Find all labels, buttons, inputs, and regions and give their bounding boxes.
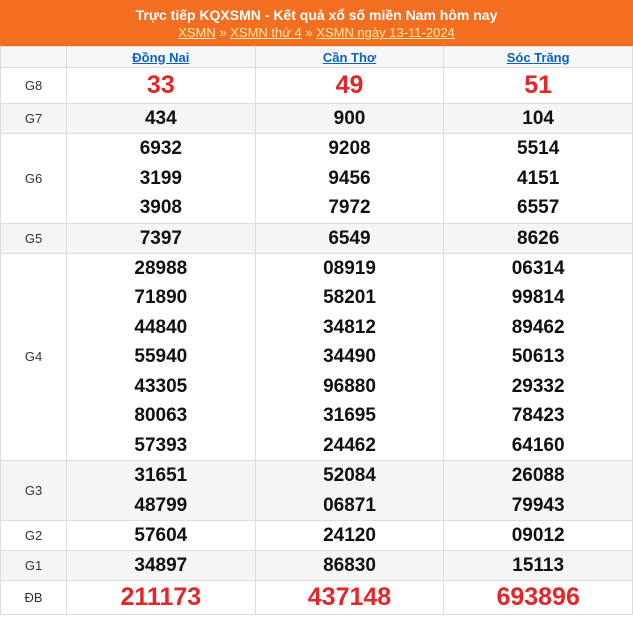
prize-number: 434	[144, 108, 177, 129]
prize-number: 51	[524, 71, 553, 99]
province-link-soc-trang[interactable]: Sóc Trăng	[506, 49, 570, 65]
table-header-row	[1, 47, 633, 68]
prize-number: 15113	[512, 555, 565, 576]
prize-cell	[444, 223, 633, 253]
prize-cell	[67, 134, 256, 224]
prize-number: 26088	[511, 465, 565, 486]
prize-number: 55940	[134, 346, 188, 367]
prize-number: 28988	[134, 257, 188, 279]
prize-number: 29332	[511, 375, 565, 397]
prize-number: 52084	[323, 465, 376, 486]
prize-number: 79943	[511, 494, 565, 516]
prize-number: 50613	[511, 346, 565, 367]
prize-number: 7397	[139, 227, 182, 249]
results-table	[0, 46, 633, 615]
prize-label: G6	[1, 134, 67, 224]
province-link-can-tho[interactable]: Cần Thơ	[322, 49, 377, 65]
prize-label: G8	[1, 68, 67, 104]
prize-number: 64160	[511, 434, 565, 456]
prize-number: 48799	[134, 494, 188, 516]
prize-cell	[67, 521, 256, 551]
prize-number: 44840	[134, 316, 188, 338]
prize-cell	[255, 223, 444, 253]
prize-cell	[444, 521, 633, 551]
prize-number: 86830	[323, 555, 376, 576]
page-title: Trực tiếp KQXSMN - Kết quả xổ số miền Nam hôm nay	[135, 7, 498, 23]
prize-cell	[255, 104, 444, 134]
prize-row-g2	[1, 521, 633, 551]
prize-number: 9208	[328, 138, 371, 159]
prize-label: G1	[1, 551, 67, 581]
header-prize-col	[1, 47, 67, 68]
prize-cell	[444, 134, 633, 224]
prize-number: 24120	[323, 525, 376, 546]
prize-cell	[67, 68, 256, 104]
prize-number: 49	[335, 71, 364, 99]
prize-row-g5	[1, 223, 633, 253]
prize-number: 34897	[134, 555, 188, 576]
prize-number: 34812	[323, 316, 376, 338]
prize-cell	[67, 223, 256, 253]
prize-number: 24462	[323, 434, 376, 456]
prize-number: 8626	[517, 227, 560, 249]
prize-label: G7	[1, 104, 67, 134]
prize-row-g1	[1, 551, 633, 581]
prize-number: 06314	[511, 257, 565, 279]
prize-row-db	[1, 581, 633, 615]
prize-number: 80063	[134, 405, 188, 426]
prize-cell	[255, 581, 444, 615]
prize-number: 34490	[323, 346, 376, 367]
prize-number: 71890	[134, 287, 188, 308]
prize-number: 06871	[323, 494, 376, 516]
prize-label: G5	[1, 223, 67, 253]
prize-number: 693896	[496, 583, 580, 611]
prize-row-g6	[1, 134, 633, 224]
prize-cell	[444, 68, 633, 104]
prize-label: ĐB	[1, 581, 67, 615]
prize-cell	[255, 551, 444, 581]
prize-cell	[67, 104, 256, 134]
prize-number: 57604	[134, 525, 188, 546]
prize-number: 5514	[517, 138, 560, 159]
prize-number: 89462	[511, 316, 565, 338]
prize-number: 6932	[139, 138, 182, 159]
prize-number: 78423	[511, 405, 565, 426]
prize-cell	[255, 461, 444, 521]
prize-number: 900	[333, 108, 366, 129]
prize-cell	[444, 461, 633, 521]
prize-number: 7972	[328, 197, 371, 218]
prize-number: 6557	[517, 197, 560, 218]
prize-cell	[67, 253, 256, 461]
page-header	[0, 0, 633, 46]
prize-cell	[67, 551, 256, 581]
prize-cell	[444, 551, 633, 581]
prize-number: 9456	[328, 167, 371, 189]
prize-row-g7	[1, 104, 633, 134]
province-header-soc-trang	[444, 47, 633, 68]
province-header-can-tho	[255, 47, 444, 68]
prize-cell	[255, 68, 444, 104]
prize-number: 31695	[323, 405, 376, 426]
breadcrumb-xsmn-date[interactable]: XSMN ngày 13-11-2024	[316, 25, 455, 40]
prize-number: 6549	[328, 227, 371, 249]
prize-number: 3908	[139, 197, 182, 218]
prize-number: 57393	[134, 434, 188, 456]
prize-number: 3199	[139, 167, 182, 189]
breadcrumb	[0, 25, 633, 40]
prize-number: 96880	[323, 375, 376, 397]
prize-cell	[444, 581, 633, 615]
prize-cell	[444, 253, 633, 461]
prize-cell	[67, 461, 256, 521]
prize-number: 43305	[134, 375, 188, 397]
prize-number: 437148	[307, 583, 392, 611]
prize-number: 104	[522, 108, 554, 129]
prize-label: G3	[1, 461, 67, 521]
prize-number: 33	[146, 71, 175, 99]
prize-number: 08919	[323, 257, 376, 279]
prize-row-g8	[1, 68, 633, 104]
prize-cell	[67, 581, 256, 615]
prize-number: 09012	[511, 525, 565, 546]
prize-cell	[255, 134, 444, 224]
prize-cell	[255, 521, 444, 551]
prize-label: G4	[1, 253, 67, 461]
prize-cell	[444, 104, 633, 134]
prize-number: 31651	[134, 465, 188, 486]
prize-number: 4151	[517, 167, 560, 189]
prize-row-g4	[1, 253, 633, 461]
prize-row-g3	[1, 461, 633, 521]
province-link-dong-nai[interactable]: Đồng Nai	[132, 49, 190, 65]
breadcrumb-separator: »	[219, 25, 227, 40]
prize-number: 211173	[120, 583, 202, 611]
breadcrumb-xsmn-thu-4[interactable]: XSMN thứ 4	[230, 25, 302, 40]
breadcrumb-separator: »	[305, 25, 313, 40]
prize-cell	[255, 253, 444, 461]
prize-label: G2	[1, 521, 67, 551]
breadcrumb-xsmn[interactable]: XSMN	[178, 25, 216, 40]
prize-number: 99814	[511, 287, 565, 308]
prize-number: 58201	[323, 287, 376, 308]
province-header-dong-nai	[67, 47, 256, 68]
